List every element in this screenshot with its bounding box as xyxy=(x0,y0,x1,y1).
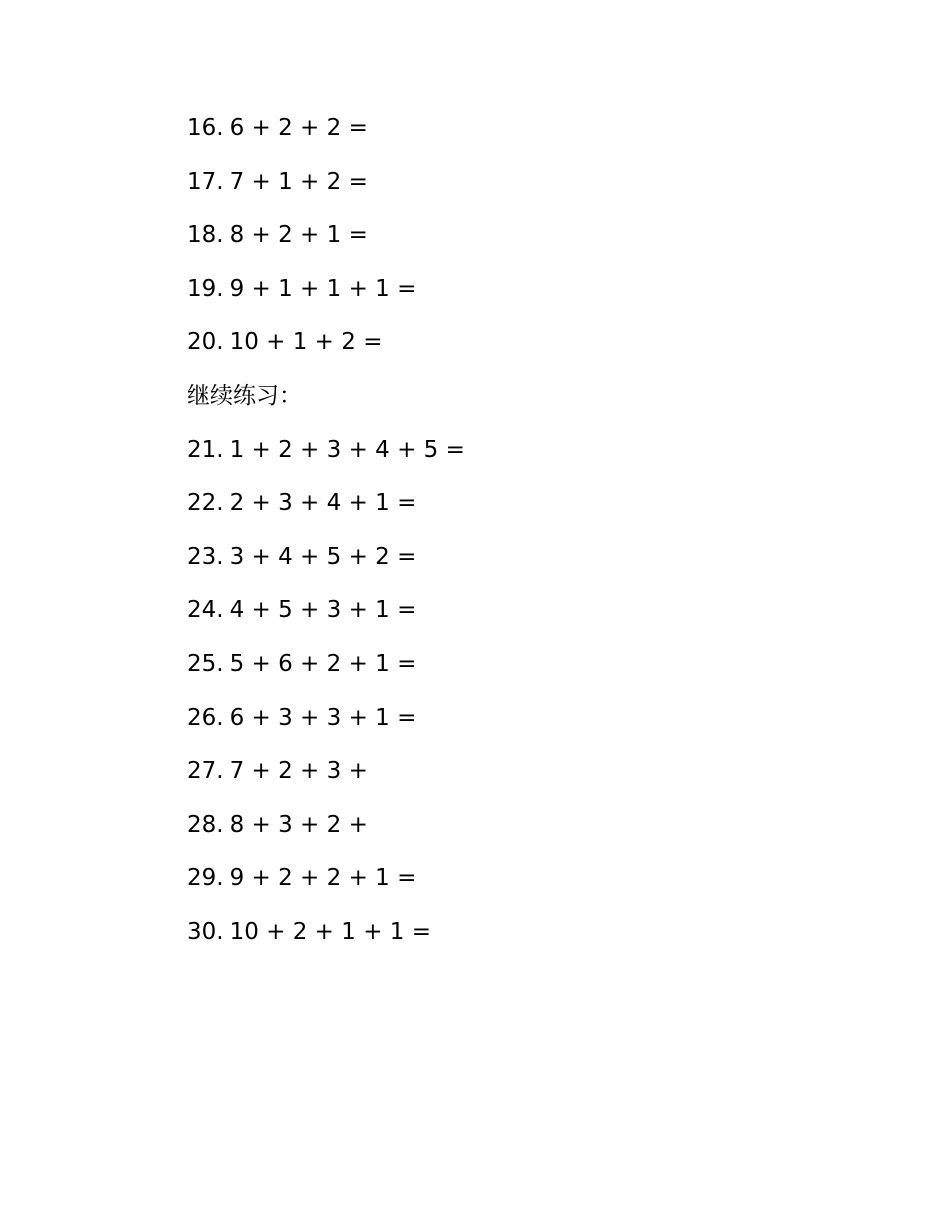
exercise-item-20 xyxy=(187,324,465,378)
exercise-expression: 2 + 3 + 4 + 1 = xyxy=(229,490,417,517)
exercise-expression: 7 + 2 + 3 + xyxy=(229,758,368,785)
exercise-list xyxy=(187,110,465,968)
exercise-item-29 xyxy=(187,860,465,914)
exercise-item-22 xyxy=(187,485,465,539)
exercise-number: 21. xyxy=(187,436,224,463)
exercise-number: 30. xyxy=(187,918,224,945)
exercise-item-28 xyxy=(187,807,465,861)
exercise-expression: 8 + 2 + 1 = xyxy=(229,222,368,249)
exercise-item-16 xyxy=(187,110,465,164)
exercise-number: 20. xyxy=(187,329,224,356)
exercise-expression: 5 + 6 + 2 + 1 = xyxy=(229,650,417,677)
exercise-expression: 1 + 2 + 3 + 4 + 5 = xyxy=(229,436,465,463)
exercise-number: 28. xyxy=(187,811,224,838)
exercise-expression: 9 + 1 + 1 + 1 = xyxy=(229,275,417,302)
exercise-number: 29. xyxy=(187,865,224,892)
exercise-number: 23. xyxy=(187,543,224,570)
exercise-item-26 xyxy=(187,700,465,754)
exercise-item-21 xyxy=(187,432,465,486)
exercise-number: 27. xyxy=(187,758,224,785)
exercise-number: 16. xyxy=(187,115,224,141)
exercise-item-19 xyxy=(187,271,465,325)
exercise-expression: 9 + 2 + 2 + 1 = xyxy=(229,865,417,892)
exercise-number: 19. xyxy=(187,275,224,302)
exercise-expression: 3 + 4 + 5 + 2 = xyxy=(229,543,417,570)
exercise-expression: 7 + 1 + 2 = xyxy=(229,168,368,195)
exercise-item-25 xyxy=(187,646,465,700)
exercise-item-18 xyxy=(187,217,465,271)
exercise-expression: 6 + 3 + 3 + 1 = xyxy=(229,704,417,731)
exercise-expression: 10 + 1 + 2 = xyxy=(229,329,383,356)
section-heading: 继续练习： xyxy=(187,382,302,409)
exercise-item-24 xyxy=(187,592,465,646)
exercise-number: 17. xyxy=(187,168,224,195)
exercise-item-27 xyxy=(187,753,465,807)
exercise-number: 22. xyxy=(187,490,224,517)
exercise-number: 26. xyxy=(187,704,224,731)
exercise-number: 18. xyxy=(187,222,224,249)
exercise-item-23 xyxy=(187,539,465,593)
exercise-expression: 4 + 5 + 3 + 1 = xyxy=(229,597,417,624)
exercise-item-30 xyxy=(187,914,465,968)
exercise-number: 24. xyxy=(187,597,224,624)
exercise-expression: 10 + 2 + 1 + 1 = xyxy=(229,918,432,945)
exercise-item-17 xyxy=(187,164,465,218)
exercise-number: 25. xyxy=(187,650,224,677)
exercise-expression: 8 + 3 + 2 + xyxy=(229,811,368,838)
exercise-expression: 6 + 2 + 2 = xyxy=(229,115,368,141)
